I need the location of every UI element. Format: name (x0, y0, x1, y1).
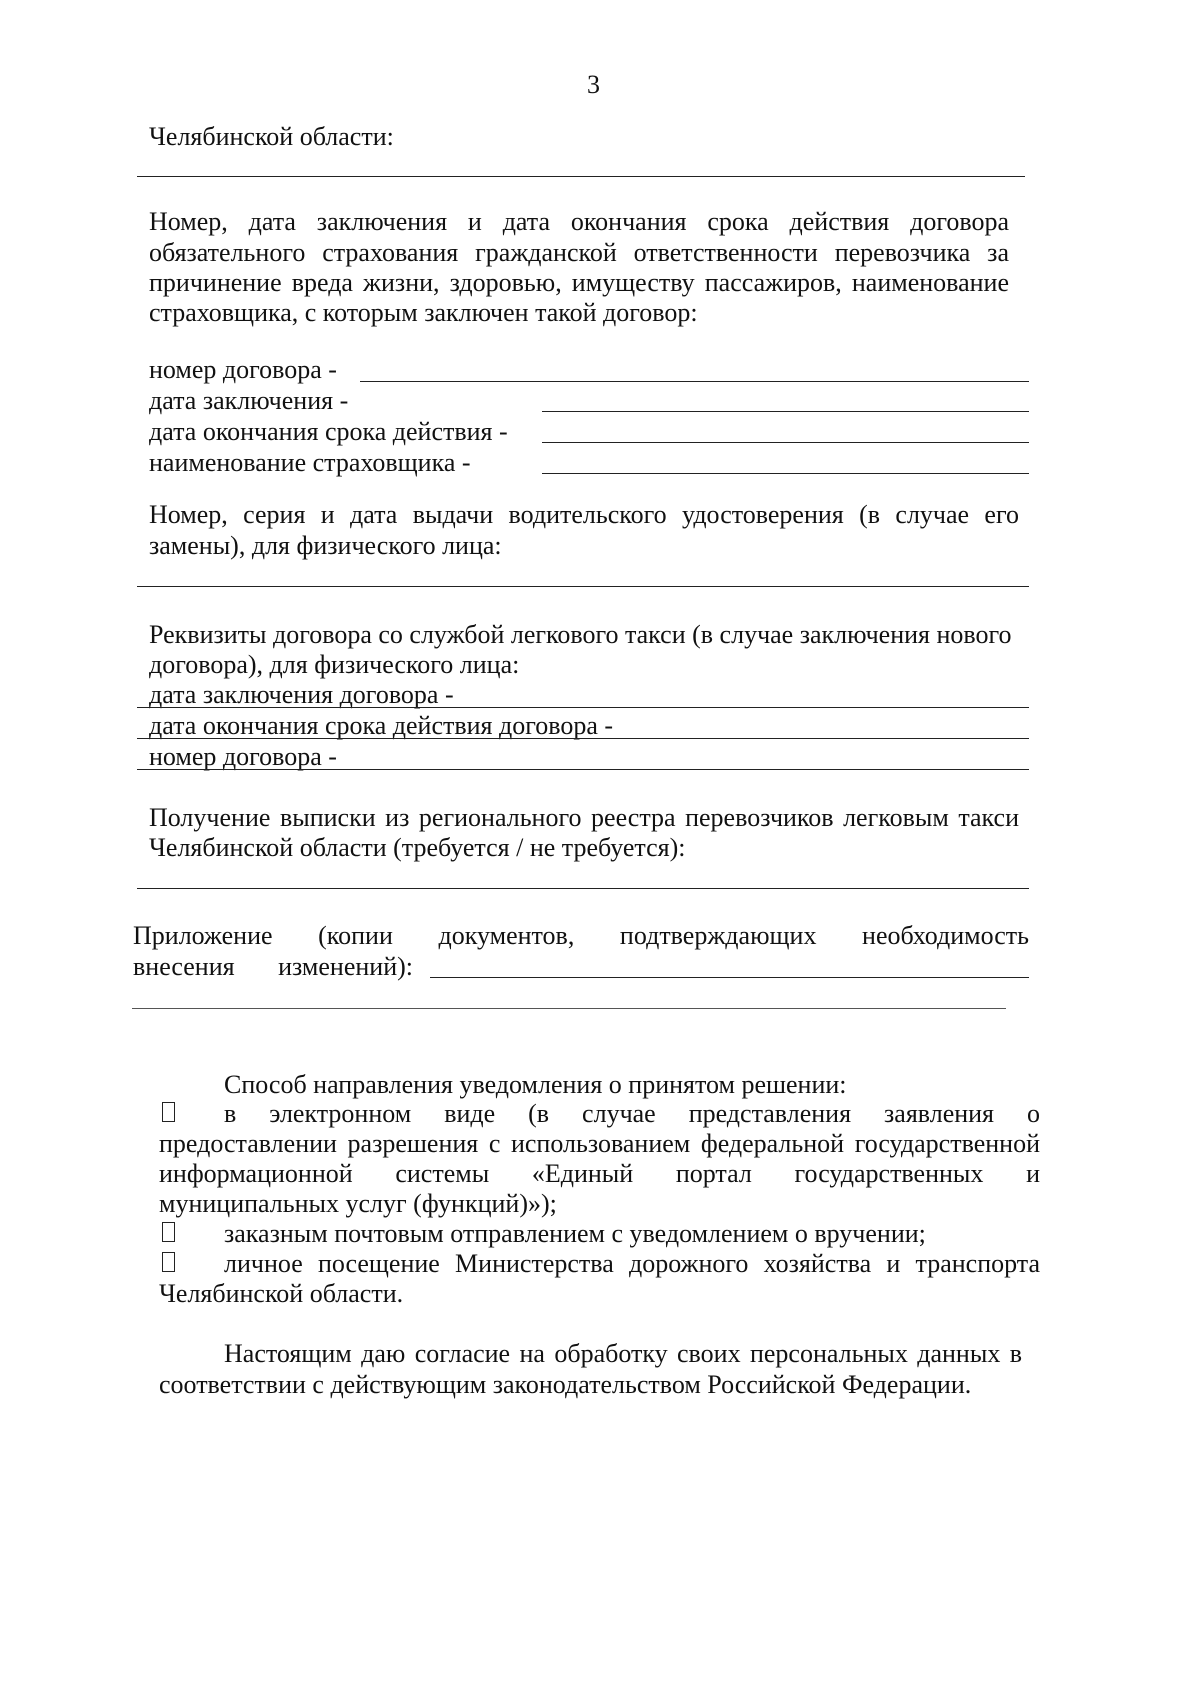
extract-heading-line: Получение выписки из регионального реестра перевозчиков легковым такси (149, 803, 1019, 832)
osago-heading-line: обязательного страхования гражданской ответственности перевозчика за (149, 238, 1009, 267)
taxi-end-date-label: дата окончания срока действия договора - (149, 711, 614, 740)
taxi-contract-heading-line: Реквизиты договора со службой легкового такси (в случае заключения нового (149, 620, 1012, 649)
osago-contract-number-field[interactable] (360, 381, 1029, 382)
taxi-conclusion-date-field[interactable] (137, 707, 1029, 708)
osago-end-date-label: дата окончания срока действия - (149, 417, 508, 446)
taxi-contract-number-field[interactable] (137, 769, 1029, 770)
attachment-heading-line: внесения изменений): (133, 952, 413, 981)
osago-end-date-field[interactable] (542, 442, 1029, 443)
attachment-fill-line[interactable] (430, 977, 1029, 978)
notification-option-mail: заказным почтовым отправлением с уведомлением о вручении; (224, 1219, 926, 1248)
license-heading-line: Номер, серия и дата выдачи водительского удостоверения (в случае его (149, 500, 1019, 529)
notification-option-electronic: в электронном виде (в случае представления заявления о (224, 1099, 1040, 1128)
notification-option-electronic: информационной системы «Единый портал государственных и (159, 1159, 1040, 1188)
osago-heading-line: страховщика, с которым заключен такой договор: (149, 298, 698, 327)
extract-fill-line[interactable] (137, 888, 1029, 889)
osago-insurer-label: наименование страховщика - (149, 448, 471, 477)
electronic-checkbox[interactable] (162, 1102, 175, 1122)
osago-heading-line: Номер, дата заключения и дата окончания срока действия договора (149, 207, 1009, 236)
consent-text-line: Настоящим даю согласие на обработку своих персональных данных в (224, 1339, 1022, 1368)
page-number: 3 (587, 70, 600, 99)
license-heading-line: замены), для физического лица: (149, 531, 502, 560)
notification-option-in-person: Челябинской области. (159, 1279, 404, 1308)
taxi-contract-number-label: номер договора - (149, 742, 337, 771)
notification-heading: Способ направления уведомления о принятом решении: (224, 1070, 847, 1099)
osago-conclusion-date-field[interactable] (542, 411, 1029, 412)
taxi-conclusion-date-label: дата заключения договора - (149, 680, 454, 709)
notification-option-in-person: личное посещение Министерства дорожного хозяйства и транспорта (224, 1249, 1040, 1278)
region-tail-text: Челябинской области: (149, 122, 394, 151)
region-fill-line[interactable] (137, 176, 1025, 177)
in-person-checkbox[interactable] (162, 1252, 175, 1272)
attachment-fill-line-2[interactable] (132, 1008, 1006, 1009)
osago-insurer-field[interactable] (542, 473, 1029, 474)
mail-checkbox[interactable] (162, 1222, 175, 1242)
osago-contract-number-label: номер договора - (149, 355, 337, 384)
notification-option-electronic: предоставлении разрешения с использованием федеральной государственной (159, 1129, 1040, 1158)
taxi-end-date-field[interactable] (137, 738, 1029, 739)
attachment-heading-line: Приложение (копии документов, подтверждающих необходимость (133, 921, 1029, 950)
osago-heading-line: причинение вреда жизни, здоровью, имуществу пассажиров, наименование (149, 268, 1009, 297)
license-fill-line[interactable] (137, 586, 1029, 587)
notification-option-electronic: муниципальных услуг (функций)»); (159, 1189, 557, 1218)
extract-heading-line: Челябинской области (требуется / не требуется): (149, 833, 686, 862)
osago-conclusion-date-label: дата заключения - (149, 386, 349, 415)
consent-text-line: соответствии с действующим законодательством Российской Федерации. (159, 1370, 972, 1399)
taxi-contract-heading-line: договора), для физического лица: (149, 650, 520, 679)
